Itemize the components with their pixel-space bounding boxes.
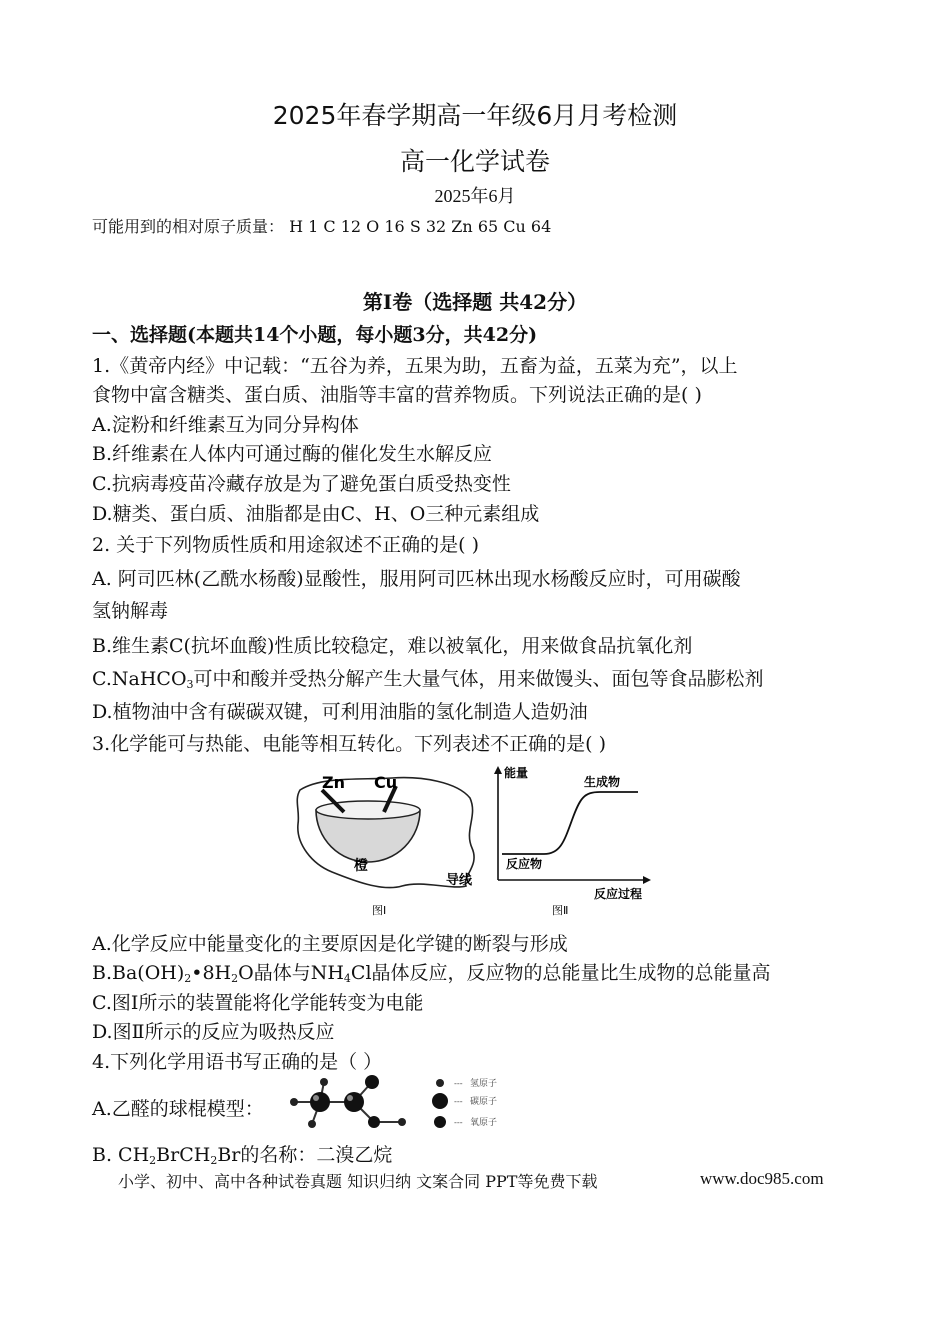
q4-stem: 4.下列化学用语书写正确的是（ ） [92,1051,383,1073]
product-label: 生成物 [584,775,621,789]
q2-stem: 2. 关于下列物质性质和用途叙述不正确的是( ) [92,534,480,556]
exam-date: 2025年6月 [434,186,516,206]
x-axis-label: 反应过程 [594,887,643,901]
carbon-atom [344,1092,364,1112]
q3-option-c: C.图Ⅰ所示的装置能将化学能转变为电能 [92,992,424,1014]
q2-option-a-line1: A. 阿司匹林(乙酰水杨酸)显酸性，服用阿司匹林出现水杨酸反应时，可用碳酸 [92,568,741,590]
y-axis-label: 能量 [504,766,529,780]
atomic-mass-note: 可能用到的相对原子质量： H 1 C 12 O 16 S 32 Zn 65 Cu 64 [92,217,552,236]
legend-oxygen: 氧原子 [470,1118,498,1128]
hydrogen-atom [308,1120,316,1128]
reactant-label: 反应物 [506,857,543,871]
q3-option-b: $B.Ba(OH)_2•8H_2O$晶体与$NH_4Cl$晶体反应，反应物的总能量比生成物的总能量高 [92,962,771,985]
carbon-atom [368,1116,380,1128]
q2-option-d: D.植物油中含有碳碳双键，可利用油脂的氢化制造人造奶油 [92,701,588,723]
svg-text:---: --- [454,1097,463,1106]
q1-option-d: D.糖类、蛋白质、油脂都是由C、H、O三种元素组成 [92,503,540,525]
hydrogen-legend-icon [436,1079,444,1087]
cu-label: Cu [374,773,398,792]
figure-1-caption: 图Ⅰ [372,904,387,917]
q3-option-a: A.化学反应中能量变化的主要原因是化学键的断裂与形成 [92,933,568,955]
q3-option-d: D.图Ⅱ所示的反应为吸热反应 [92,1021,335,1043]
q1-option-c: C.抗病毒疫苗冷藏存放是为了避免蛋白质受热变性 [92,473,511,495]
q1-stem-line1: 1.《黄帝内经》中记载：“五谷为养，五果为助，五畜为益，五菜为充”，以上 [92,355,738,377]
q2-option-c: C.NaHCO$_3$可中和酸并受热分解产生大量气体，用来做馒头、面包等食品膨松剂 [92,668,764,691]
acetaldehyde-model [284,1072,414,1138]
q2-option-b: B.维生素C(抗坏血酸)性质比较稳定，难以被氧化，用来做食品抗氧化剂 [92,635,693,657]
q1-stem-line2: 食物中富含糖类、蛋白质、油脂等丰富的营养物质。下列说法正确的是( ) [92,384,702,406]
atom-legend [430,1074,540,1134]
q4-option-b: B. $CH_2BrCH_2Br$的名称：二溴乙烷 [92,1144,393,1167]
q4-option-a: A.乙醛的球棍模型： [92,1098,264,1120]
hydrogen-atom [290,1098,298,1106]
energy-curve [502,792,638,854]
part-title: 一、选择题(本题共14个小题，每小题3分，共42分) [92,324,538,346]
footer-url[interactable]: www.doc985.com [700,1169,824,1188]
oxygen-atom [365,1075,379,1089]
paper-subtitle: 高一化学试卷 [399,147,550,176]
legend-carbon: 碳原子 [470,1097,498,1107]
q2-option-a-line2: 氢钠解毒 [92,600,169,622]
q3-stem: 3.化学能可与热能、电能等相互转化。下列表述不正确的是( ) [92,733,606,755]
legend-hydrogen: 氢原子 [470,1079,498,1089]
oxygen-legend-icon [434,1116,446,1128]
wire-label: 导线 [446,873,473,888]
q1-option-a: A.淀粉和纤维素互为同分异构体 [92,414,359,436]
carbon-legend-icon [432,1093,448,1109]
zn-label: Zn [322,773,345,792]
q1-option-b: B.纤维素在人体内可通过酶的催化发生水解反应 [92,443,493,465]
svg-text:---: --- [454,1118,463,1127]
carbon-atom [310,1092,330,1112]
svg-text:---: --- [454,1079,463,1088]
hydrogen-atom [320,1078,328,1086]
figure-2-caption: 图Ⅱ [552,904,569,917]
figure-1-fruit-battery [292,768,484,918]
figure-2-energy-diagram [488,762,658,918]
footer-text: 小学、初中、高中各种试卷真题 知识归纳 文案合同 PPT等免费下载 [118,1172,598,1191]
orange-label: 橙 [354,858,368,874]
hydrogen-atom [398,1118,406,1126]
exam-title: 2025年春学期高一年级6月月考检测 [272,101,678,130]
volume-title: 第Ⅰ卷（选择题 共42分） [362,290,588,314]
